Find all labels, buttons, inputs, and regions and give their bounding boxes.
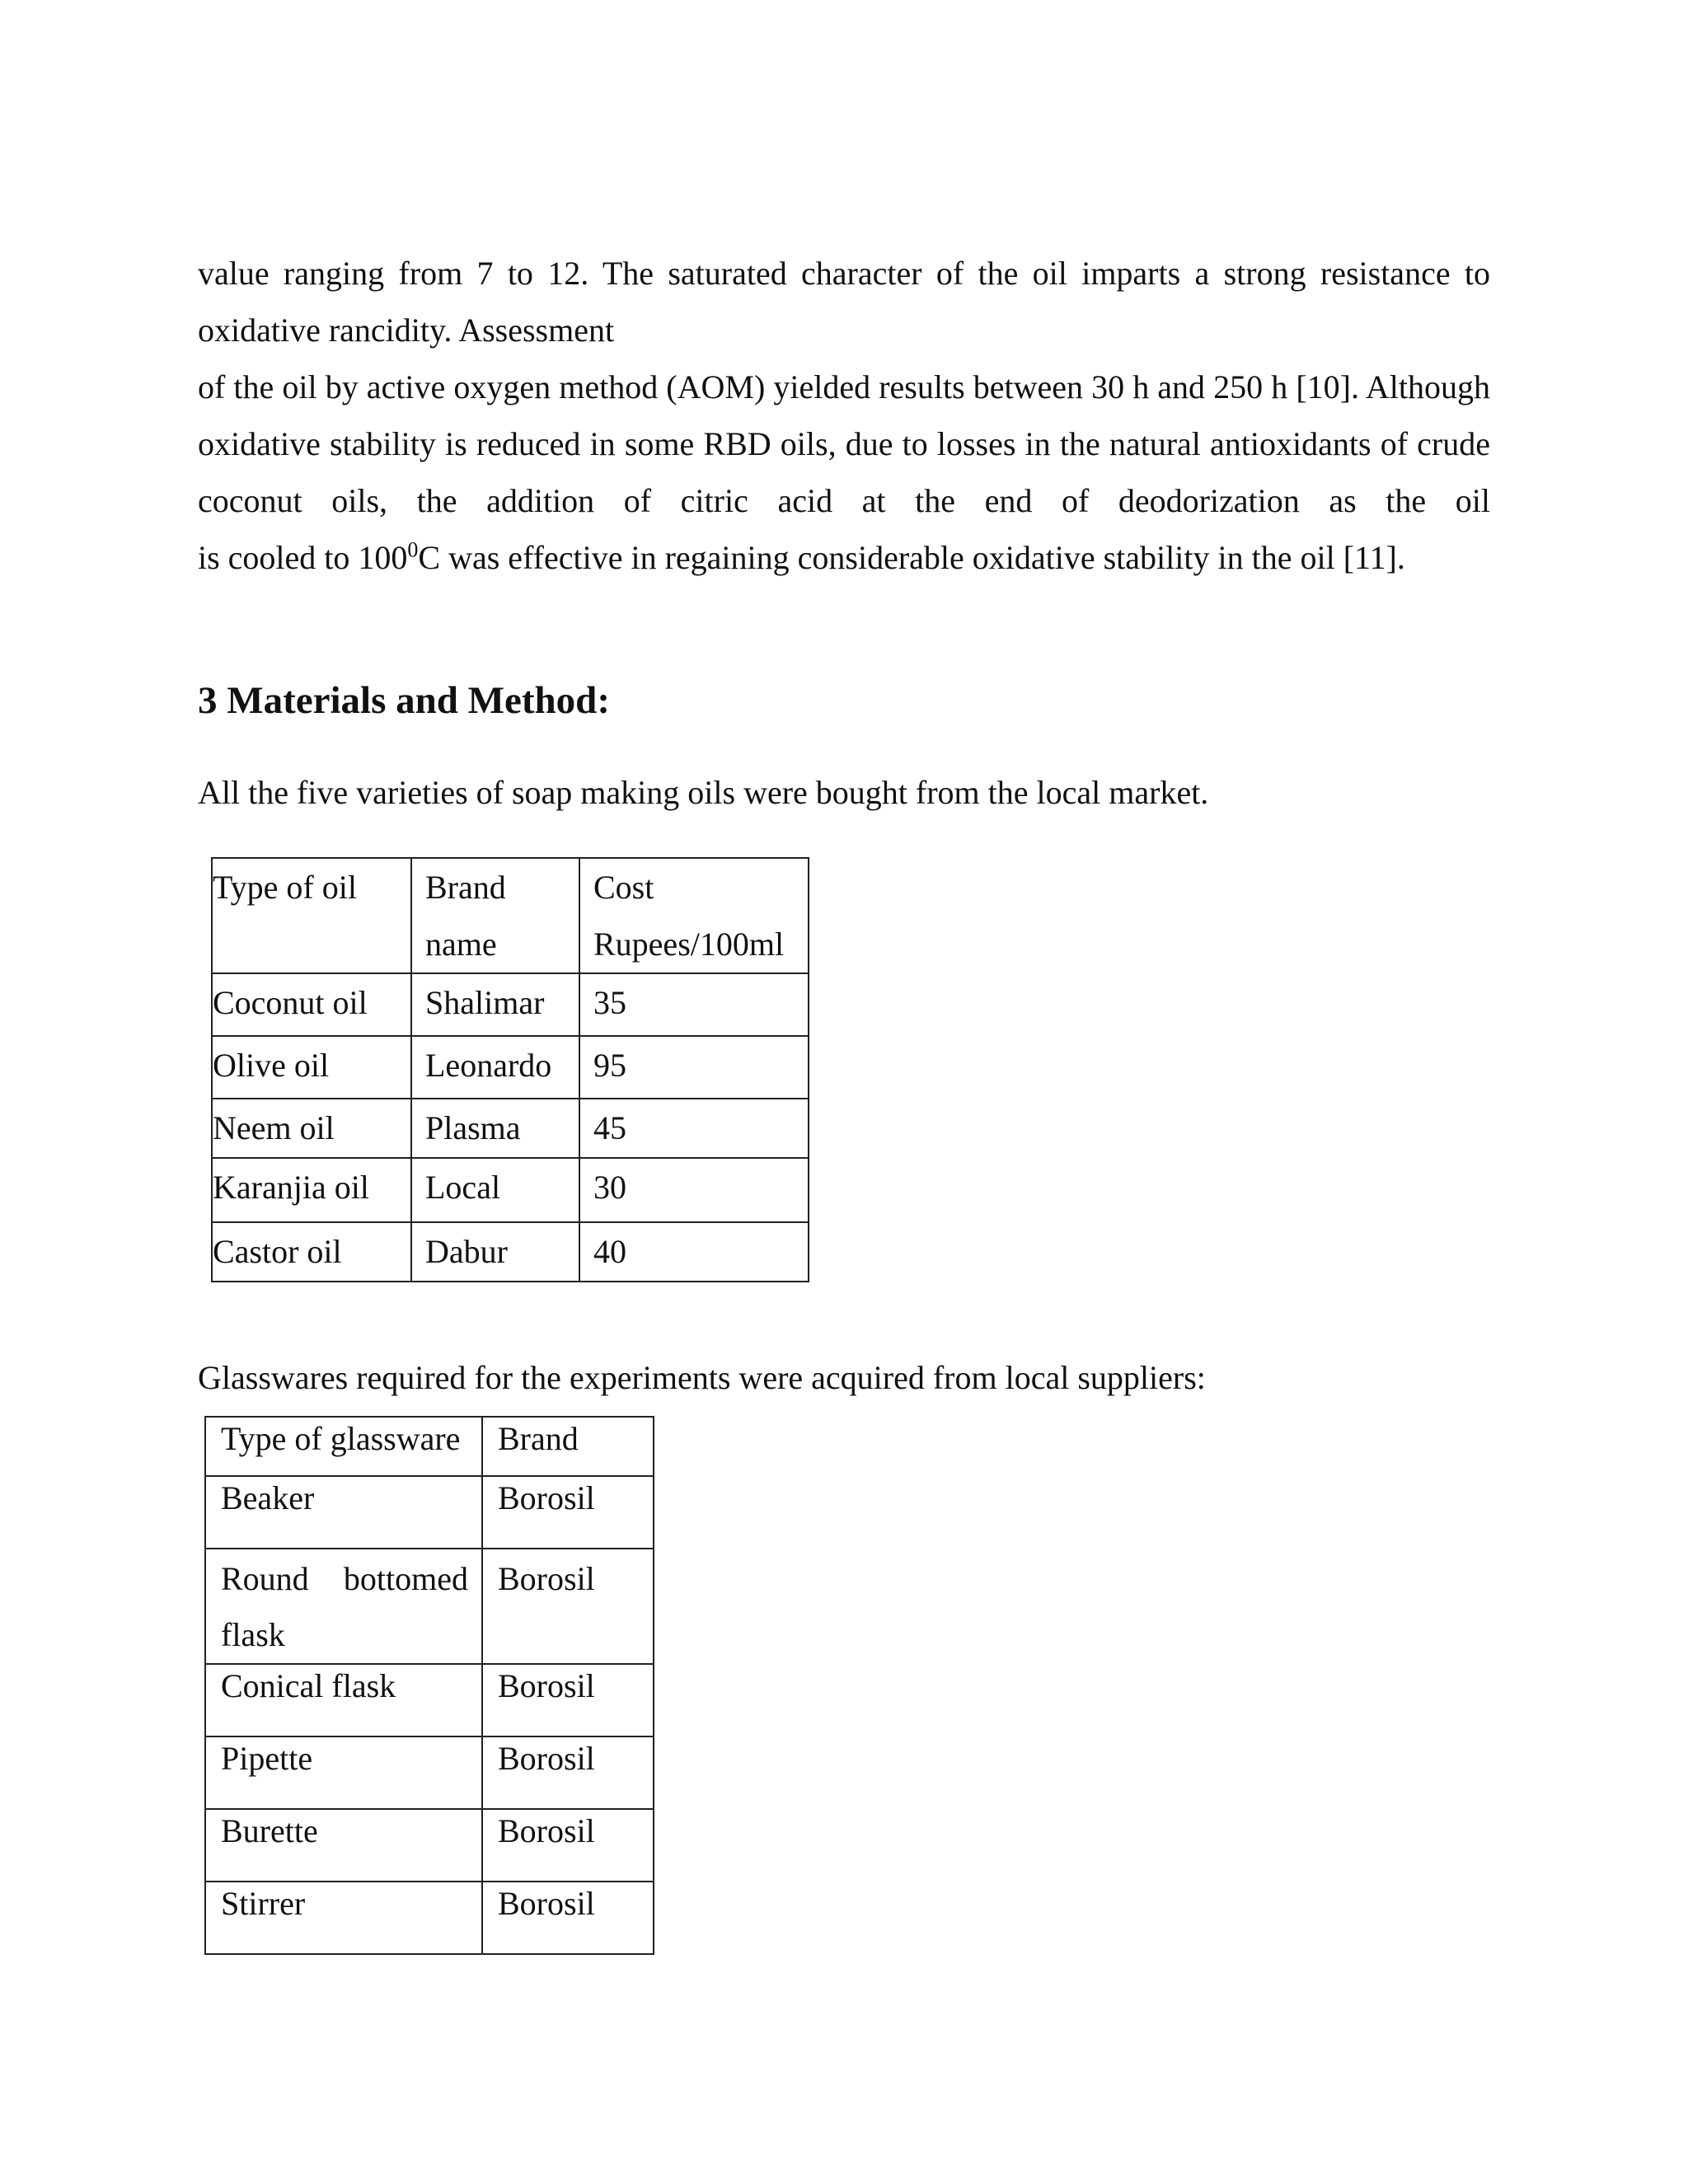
glassware-header-brand: Brand (482, 1417, 654, 1476)
glassware-type-cell: Beaker (205, 1476, 482, 1549)
table-row (212, 1158, 809, 1222)
oil-header-brand (411, 858, 579, 973)
oil-table-header-row (212, 858, 809, 973)
oil-cost-cell: 35 (579, 973, 809, 1036)
glassware-word-bottomed: bottomed (343, 1560, 468, 1597)
oil-header-cost-line-1: Cost (593, 869, 654, 906)
oil-brand-cell: Leonardo (411, 1036, 579, 1099)
glassware-type-cell: Burette (205, 1809, 482, 1882)
glassware-header-type: Type of glassware (205, 1417, 482, 1476)
glassware-word-flask: flask (221, 1616, 285, 1653)
glassware-brand-cell: Borosil (482, 1549, 654, 1664)
glassware-brand-cell: Borosil (482, 1809, 654, 1882)
oil-type-cell: Karanjia oil (212, 1158, 411, 1222)
oil-brand-cell: Shalimar (411, 973, 579, 1036)
table-row (212, 1222, 809, 1282)
glassware-brand-cell: Borosil (482, 1664, 654, 1736)
oil-cost-cell: 45 (579, 1099, 809, 1158)
oil-cost-cell: 30 (579, 1158, 809, 1222)
glassware-type-cell: Conical flask (205, 1664, 482, 1736)
table-row (205, 1549, 654, 1664)
oil-header-cost (579, 858, 809, 973)
table-row (212, 1099, 809, 1158)
glassware-type-cell: Stirrer (205, 1882, 482, 1954)
oil-type-cell: Castor oil (212, 1222, 411, 1282)
intro-paragraph-2: of the oil by active oxygen method (AOM) yielded results between 30 h and 250 h [10]. Although oxidative stability is reduced in some RBD oils, due to losses in the natural antioxidants of crude coconut oils, the addition of citric acid at the end of deodorization as the oil (198, 368, 1490, 519)
oil-cost-cell: 40 (579, 1222, 809, 1282)
table-row (205, 1476, 654, 1549)
glassware-word-round: Round (221, 1560, 309, 1597)
glassware-brand-cell: Borosil (482, 1736, 654, 1809)
table-row (212, 1036, 809, 1099)
intro-line-2: oxidative rancidity. Assessment (198, 312, 615, 349)
oil-type-cell: Neem oil (212, 1099, 411, 1158)
oil-header-brand-line-2: name (425, 926, 497, 963)
oils-sentence: All the five varieties of soap making oils were bought from the local market. (198, 774, 1209, 811)
intro-last-line (198, 529, 1490, 586)
table-row (212, 973, 809, 1036)
glassware-table (204, 1416, 654, 1955)
glassware-sentence: Glasswares required for the experiments were acquired from local suppliers: (198, 1359, 1206, 1396)
glassware-table-header-row (205, 1417, 654, 1476)
oil-header-cost-line-2: Rupees/100ml (593, 926, 785, 963)
table-row (205, 1736, 654, 1809)
intro-last-line-before: is cooled to 100 (198, 539, 408, 576)
intro-last-line-after: C was effective in regaining considerable oxidative stability in the oil [11]. (418, 539, 1405, 576)
oil-brand-cell: Plasma (411, 1099, 579, 1158)
oil-cost-cell: 95 (579, 1036, 809, 1099)
oil-brand-cell: Local (411, 1158, 579, 1222)
glassware-type-line-1 (221, 1551, 468, 1607)
degree-superscript: 0 (407, 537, 419, 562)
glassware-type-cell (205, 1549, 482, 1664)
section-heading: 3 Materials and Method: (198, 679, 610, 722)
glassware-brand-cell: Borosil (482, 1476, 654, 1549)
oil-table (211, 857, 809, 1282)
table-row (205, 1882, 654, 1954)
oil-type-cell: Coconut oil (212, 973, 411, 1036)
table-row (205, 1664, 654, 1736)
glassware-type-cell: Pipette (205, 1736, 482, 1809)
oil-header-brand-line-1: Brand (425, 869, 506, 906)
oil-header-type: Type of oil (212, 858, 411, 973)
oil-type-cell: Olive oil (212, 1036, 411, 1099)
oil-brand-cell: Dabur (411, 1222, 579, 1282)
table-row (205, 1809, 654, 1882)
glassware-brand-cell: Borosil (482, 1882, 654, 1954)
intro-line-1: value ranging from 7 to 12. The saturated character of the oil imparts a strong resistance to (198, 255, 1490, 292)
